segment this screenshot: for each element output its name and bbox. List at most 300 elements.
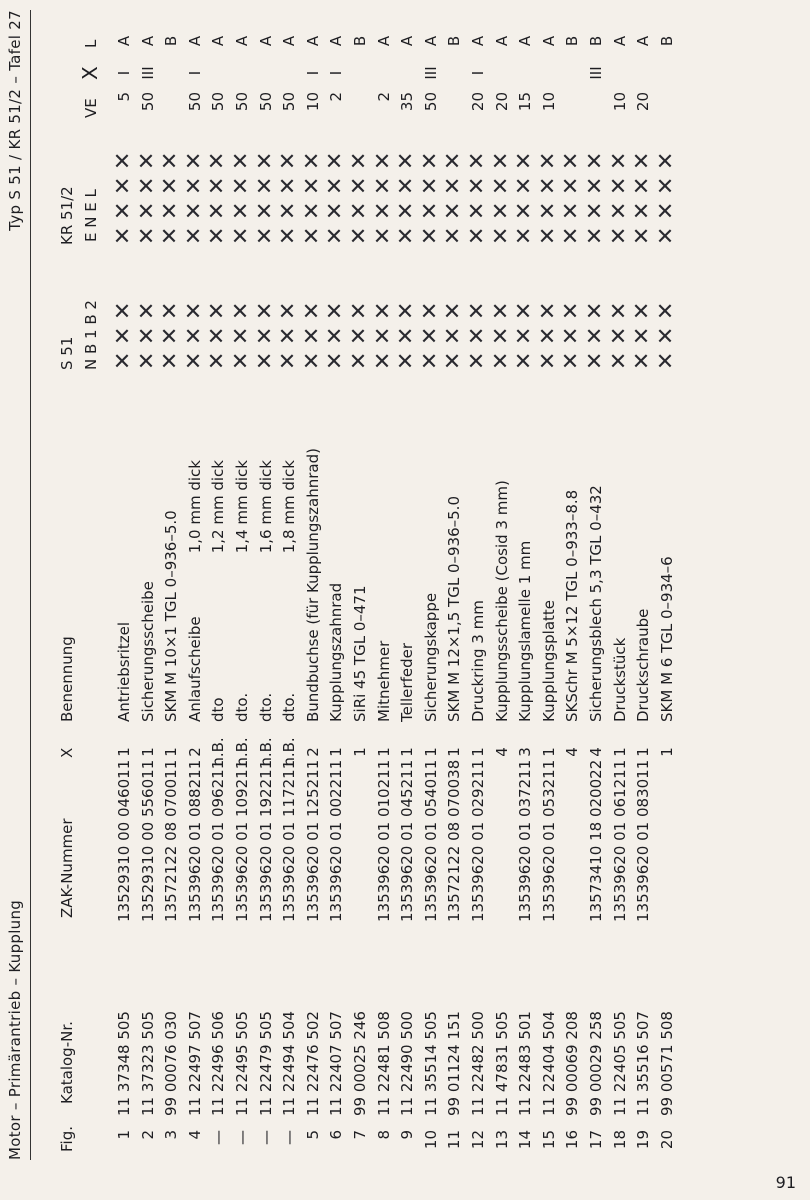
applicability-mark: ✕ [229,326,254,345]
applicability-mark: ✕ [111,301,136,320]
row-l: B [445,35,464,47]
row-ve: 35 [398,92,417,112]
header-type-plate: Typ S 51 / KR 51/2 – Tafel 27 [6,10,24,231]
row-fig: 20 [657,1130,676,1150]
row-thickness: 1,6 mm dick [256,460,275,554]
table-row [653,0,680,1200]
row-zak-nummer: 13539620 01 054011 [421,759,440,922]
row-benennung: dto. [256,692,275,722]
applicability-mark: ✕ [488,301,514,320]
row-ve: 50 [138,92,157,112]
row-zak-nummer: 13539620 01 192211 [256,759,275,922]
row-katalog-nr: 11 22479 505 [256,1011,275,1116]
row-ve: 15 [516,92,535,112]
applicability-mark: ✕ [559,351,585,370]
row-fig: 2 [138,1130,157,1140]
row-katalog-nr: 11 22494 504 [280,1011,299,1116]
applicability-mark: ✕ [417,226,443,245]
row-ve: 5 [115,92,133,102]
applicability-mark: ✕ [535,301,561,320]
applicability-mark: ✕ [134,201,160,220]
applicability-mark: ✕ [158,301,184,320]
row-benennung: Sicherungsscheibe [138,581,157,722]
row-quantity: n.B. [280,737,299,767]
row-katalog-nr: 99 00571 508 [657,1011,676,1116]
applicability-mark: ✕ [583,326,608,345]
applicability-mark: ✕ [134,176,160,195]
row-zak-nummer: 13539620 01 029211 [469,759,487,922]
row-katalog-nr: 11 22490 500 [398,1011,417,1116]
row-l: B [657,35,676,47]
applicability-mark: ✕ [111,176,136,195]
applicability-mark: ✕ [583,226,608,245]
row-quantity: 1 [138,747,157,757]
row-benennung: dto. [233,692,251,722]
applicability-mark: ✕ [535,351,561,370]
applicability-mark: ✕ [276,351,302,370]
row-l: A [634,35,653,47]
applicability-mark: ✕ [158,226,184,245]
row-l: A [492,35,511,47]
applicability-mark: ✕ [205,226,231,245]
applicability-mark: ✕ [535,326,561,345]
row-fig: 9 [398,1130,417,1140]
applicability-mark: ✕ [394,226,420,245]
applicability-mark: ✕ [181,351,207,370]
applicability-mark: ✕ [559,326,585,345]
applicability-mark: ✕ [347,151,372,170]
row-quantity: 1 [115,747,133,757]
row-fig: 19 [634,1130,653,1150]
applicability-mark: ✕ [559,301,585,320]
applicability-mark: ✕ [229,226,254,245]
row-l: A [280,35,299,47]
row-ve: 50 [209,92,228,112]
applicability-mark: ✕ [299,351,325,370]
applicability-mark: ✕ [158,326,184,345]
applicability-mark: ✕ [512,226,538,245]
applicability-mark: ✕ [347,301,372,320]
row-zak-nummer: 13539620 01 109211 [233,759,251,922]
row-zak-nummer: 13539620 01 125211 [303,759,322,922]
applicability-mark: ✕ [111,351,136,370]
applicability-mark: ✕ [417,151,443,170]
applicability-mark: ✕ [535,151,561,170]
row-x-mark: III [138,66,157,80]
row-katalog-nr: 11 22496 506 [209,1011,228,1116]
row-ve: 50 [185,92,204,112]
row-ve: 2 [374,92,393,102]
applicability-mark: ✕ [512,351,538,370]
row-l: A [398,35,417,47]
row-l: B [563,35,582,47]
applicability-mark: ✕ [583,151,608,170]
row-fig: — [233,1130,251,1145]
row-ve: 10 [303,92,322,112]
applicability-mark: ✕ [252,301,278,320]
row-benennung: Druckring 3 mm [469,600,487,722]
row-fig: 16 [563,1130,582,1150]
row-benennung: SiRi 45 TGL 0–471 [351,585,369,722]
applicability-mark: ✕ [441,176,467,195]
applicability-mark: ✕ [512,151,538,170]
row-katalog-nr: 11 37323 505 [138,1011,157,1116]
applicability-mark: ✕ [205,301,231,320]
table-row [561,0,585,1200]
table-row [299,0,326,1200]
applicability-mark: ✕ [653,351,679,370]
row-thickness: 1,0 mm dick [185,460,204,554]
row-katalog-nr: 11 22483 501 [516,1011,535,1116]
row-katalog-nr: 11 47831 505 [492,1011,511,1116]
col-header-kr51: KR 51/2 [58,186,76,245]
applicability-mark: ✕ [134,151,160,170]
applicability-mark: ✕ [370,201,396,220]
row-quantity: n.B. [233,737,251,767]
row-fig: 17 [587,1130,605,1150]
table-row [349,0,373,1200]
applicability-mark: ✕ [394,176,420,195]
applicability-mark: ✕ [299,201,325,220]
row-thickness: 1,8 mm dick [280,460,299,554]
applicability-mark: ✕ [252,176,278,195]
table-row [396,0,420,1200]
row-quantity: 4 [587,747,605,757]
row-fig: 18 [610,1130,629,1150]
table-row [535,0,562,1200]
row-fig: 12 [469,1130,487,1150]
applicability-mark: ✕ [606,176,632,195]
applicability-mark: ✕ [205,351,231,370]
applicability-mark: ✕ [323,201,349,220]
applicability-mark: ✕ [323,326,349,345]
applicability-mark: ✕ [134,226,160,245]
row-quantity: 4 [492,747,511,757]
row-quantity: 1 [351,747,369,757]
table-row [278,0,302,1200]
applicability-mark: ✕ [158,151,184,170]
applicability-mark: ✕ [535,201,561,220]
row-x-mark: I [327,70,346,76]
row-fig: 5 [303,1130,322,1140]
row-l: A [233,35,251,47]
applicability-mark: ✕ [276,176,302,195]
applicability-mark: ✕ [394,326,420,345]
applicability-mark: ✕ [323,351,349,370]
applicability-mark: ✕ [465,201,490,220]
row-l: B [162,35,181,47]
row-thickness: 1,4 mm dick [233,460,251,554]
row-katalog-nr: 11 22497 507 [185,1011,204,1116]
applicability-mark: ✕ [417,326,443,345]
row-zak-nummer: 13539620 01 117211 [280,759,299,922]
applicability-mark: ✕ [606,226,632,245]
applicability-mark: ✕ [488,176,514,195]
table-row [113,0,137,1200]
applicability-mark: ✕ [441,151,467,170]
row-benennung: Anlaufscheibe [185,616,204,722]
row-fig: 15 [539,1130,558,1150]
applicability-mark: ✕ [158,351,184,370]
row-quantity: 1 [445,747,464,757]
applicability-mark: ✕ [606,151,632,170]
row-fig: 3 [162,1130,181,1140]
applicability-mark: ✕ [205,201,231,220]
applicability-mark: ✕ [276,326,302,345]
applicability-mark: ✕ [488,351,514,370]
row-x-mark: I [185,70,204,76]
applicability-mark: ✕ [276,151,302,170]
col-header-benennung: Benennung [58,636,76,722]
applicability-mark: ✕ [488,326,514,345]
row-benennung: SKM M 6 TGL 0–934–6 [657,556,676,722]
applicability-mark: ✕ [299,326,325,345]
applicability-mark: ✕ [111,151,136,170]
row-l: A [469,35,487,47]
applicability-mark: ✕ [181,326,207,345]
applicability-mark: ✕ [323,176,349,195]
row-zak-nummer: 13572122 08 070038 [445,759,464,922]
applicability-mark: ✕ [252,201,278,220]
row-quantity: 2 [303,747,322,757]
applicability-mark: ✕ [181,301,207,320]
table-row [231,0,255,1200]
row-zak-nummer: 13539620 01 037211 [516,759,535,922]
table-row [207,0,231,1200]
row-katalog-nr: 99 01124 151 [445,1011,464,1116]
applicability-mark: ✕ [134,351,160,370]
row-katalog-nr: 99 00069 208 [563,1011,582,1116]
row-ve: 10 [610,92,629,112]
row-l: A [374,35,393,47]
row-ve: 20 [634,92,653,112]
applicability-mark: ✕ [229,151,254,170]
applicability-mark: ✕ [323,301,349,320]
applicability-mark: ✕ [229,176,254,195]
applicability-mark: ✕ [488,151,514,170]
row-quantity: 3 [516,747,535,757]
row-zak-nummer: 13539620 01 010211 [374,759,393,922]
applicability-mark: ✕ [347,326,372,345]
row-x-mark: I [303,70,322,76]
row-l: A [256,35,275,47]
applicability-mark: ✕ [347,176,372,195]
applicability-mark: ✕ [441,201,467,220]
table-row [134,0,161,1200]
applicability-mark: ✕ [158,176,184,195]
applicability-mark: ✕ [370,151,396,170]
applicability-mark: ✕ [252,151,278,170]
applicability-mark: ✕ [559,226,585,245]
row-x-mark: I [469,70,487,76]
row-benennung: Tellerfeder [398,643,417,722]
row-quantity: 2 [185,747,204,757]
applicability-mark: ✕ [111,326,136,345]
applicability-mark: ✕ [181,226,207,245]
row-l: A [115,35,133,47]
header-rule [30,10,31,1160]
applicability-mark: ✕ [653,151,679,170]
applicability-mark: ✕ [441,326,467,345]
applicability-mark: ✕ [630,351,656,370]
applicability-mark: ✕ [370,351,396,370]
row-katalog-nr: 11 22482 500 [469,1011,487,1116]
row-ve: 50 [256,92,275,112]
table-row [370,0,397,1200]
applicability-mark: ✕ [417,201,443,220]
page-number: 91 [775,1173,796,1192]
applicability-mark: ✕ [370,326,396,345]
row-fig: 13 [492,1130,511,1150]
row-ve: 20 [492,92,511,112]
applicability-mark: ✕ [630,301,656,320]
col-header-l: L [82,39,100,48]
applicability-mark: ✕ [205,326,231,345]
row-katalog-nr: 11 22481 508 [374,1011,393,1116]
applicability-mark: ✕ [559,201,585,220]
row-benennung: dto. [280,692,299,722]
row-zak-nummer: 13529310 00 556011 [138,759,157,922]
applicability-mark: ✕ [441,301,467,320]
applicability-mark: ✕ [606,326,632,345]
row-ve: 20 [469,92,487,112]
applicability-mark: ✕ [276,201,302,220]
row-benennung: dto [209,697,228,722]
col-header-x: X [58,747,76,758]
row-quantity: n.B. [256,737,275,767]
applicability-mark: ✕ [441,226,467,245]
row-fig: 7 [351,1130,369,1140]
row-quantity: 1 [327,747,346,757]
applicability-mark: ✕ [583,201,608,220]
applicability-mark: ✕ [134,301,160,320]
row-katalog-nr: 99 00076 030 [162,1011,181,1116]
applicability-mark: ✕ [370,226,396,245]
row-x-mark: III [421,66,440,80]
applicability-mark: ✕ [299,151,325,170]
applicability-mark: ✕ [417,176,443,195]
applicability-mark: ✕ [465,351,490,370]
row-l: A [303,35,322,47]
table-row [514,0,538,1200]
applicability-mark: ✕ [488,201,514,220]
table-row [181,0,208,1200]
applicability-mark: ✕ [512,301,538,320]
row-katalog-nr: 11 22495 505 [233,1011,251,1116]
applicability-mark: ✕ [299,226,325,245]
table-row [606,0,633,1200]
applicability-mark: ✕ [465,326,490,345]
row-quantity: 1 [657,747,676,757]
table-row [325,0,349,1200]
row-ve: 2 [327,92,346,102]
applicability-mark: ✕ [583,176,608,195]
col-header-katalog: Katalog-Nr. [58,1021,76,1104]
table-row [252,0,279,1200]
row-l: A [516,35,535,47]
row-zak-nummer: 13529310 00 046011 [115,759,133,922]
applicability-mark: ✕ [512,176,538,195]
row-quantity: 4 [563,747,582,757]
applicability-mark: ✕ [370,176,396,195]
row-zak-nummer: 13539620 01 096211 [209,759,228,922]
applicability-mark: ✕ [205,151,231,170]
applicability-mark: ✕ [276,226,302,245]
row-zak-nummer: 13572122 08 070011 [162,759,181,922]
row-quantity: 1 [539,747,558,757]
applicability-mark: ✕ [559,151,585,170]
applicability-mark: ✕ [252,351,278,370]
row-fig: 10 [421,1130,440,1150]
applicability-mark: ✕ [512,326,538,345]
applicability-mark: ✕ [441,351,467,370]
row-katalog-nr: 11 22404 504 [539,1011,558,1116]
row-benennung: Antriebsritzel [115,621,133,722]
row-katalog-nr: 11 35516 507 [634,1011,653,1116]
row-ve: 10 [539,92,558,112]
table-row [160,0,184,1200]
applicability-mark: ✕ [158,201,184,220]
row-fig: — [280,1130,299,1145]
applicability-mark: ✕ [347,351,372,370]
applicability-mark: ✕ [606,201,632,220]
applicability-mark: ✕ [229,201,254,220]
applicability-mark: ✕ [299,176,325,195]
applicability-mark: ✕ [535,176,561,195]
table-row [488,0,515,1200]
applicability-mark: ✕ [583,351,608,370]
row-fig: 11 [445,1130,464,1150]
row-zak-nummer: 13539620 01 002211 [327,759,346,922]
row-katalog-nr: 99 00025 246 [351,1011,369,1116]
applicability-mark: ✕ [417,301,443,320]
col-header-zak: ZAK-Nummer [58,818,76,918]
applicability-mark: ✕ [394,201,420,220]
row-benennung: Kupplungszahnrad [327,582,346,722]
row-quantity: 1 [398,747,417,757]
applicability-mark: ✕ [653,301,679,320]
row-l: A [610,35,629,47]
applicability-mark: ✕ [488,226,514,245]
row-thickness: 1,2 mm dick [209,460,228,554]
row-zak-nummer: 13539620 01 061211 [610,759,629,922]
row-fig: — [256,1130,275,1145]
applicability-mark: ✕ [181,176,207,195]
applicability-mark: ✕ [606,301,632,320]
applicability-mark: ✕ [417,351,443,370]
row-benennung: SKM M 10×1 TGL 0–936–5.0 [162,510,181,722]
col-header-x-mark: X [78,66,102,80]
applicability-mark: ✕ [276,301,302,320]
row-fig: 6 [327,1130,346,1140]
row-quantity: 1 [374,747,393,757]
applicability-mark: ✕ [630,326,656,345]
row-katalog-nr: 11 22476 502 [303,1011,322,1116]
row-l: A [138,35,157,47]
row-x-mark: I [115,70,133,76]
applicability-mark: ✕ [465,226,490,245]
row-benennung: Mitnehmer [374,640,393,722]
row-ve: 50 [421,92,440,112]
applicability-mark: ✕ [111,201,136,220]
applicability-mark: ✕ [347,226,372,245]
applicability-mark: ✕ [111,226,136,245]
applicability-mark: ✕ [630,151,656,170]
applicability-mark: ✕ [606,351,632,370]
applicability-mark: ✕ [630,226,656,245]
row-l: B [351,35,369,47]
row-quantity: n.B. [209,737,228,767]
